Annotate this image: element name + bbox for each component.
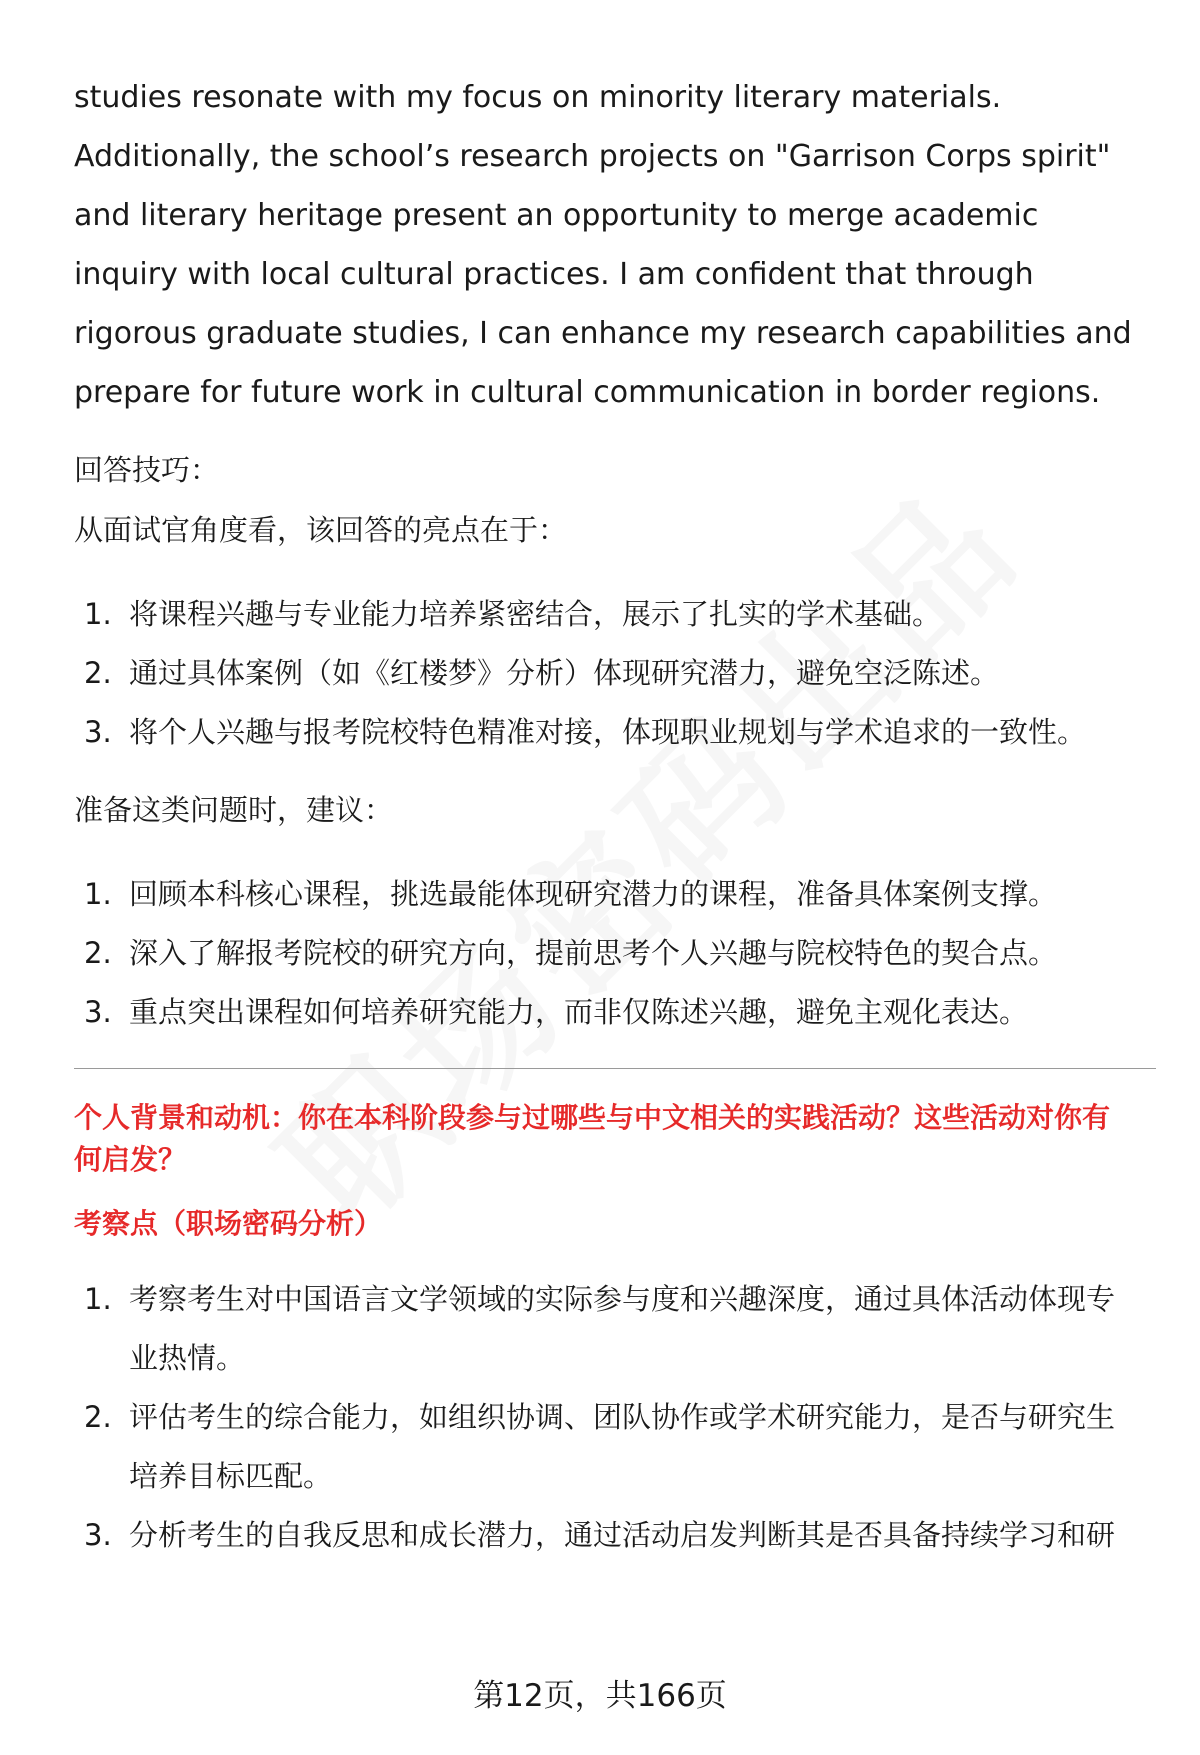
list-item <box>74 865 1134 924</box>
list-text: 将个人兴趣与报考院校特色精准对接，体现职业规划与学术追求的一致性。 <box>129 715 1087 749</box>
list-text: 分析考生的自我反思和成长潜力，通过活动启发判断其是否具备持续学习和研 <box>129 1518 1116 1552</box>
page-content <box>74 68 1134 1565</box>
list-item <box>74 1270 1134 1388</box>
list-item <box>74 703 1134 762</box>
list-item <box>74 1506 1134 1565</box>
list-number: 3. <box>84 995 112 1029</box>
list-item <box>74 924 1134 983</box>
prep-intro: 准备这类问题时，建议： <box>74 793 394 827</box>
tips-label: 回答技巧： <box>74 453 220 487</box>
prep-tips-list <box>74 865 1134 1042</box>
list-number: 2. <box>84 1400 112 1434</box>
list-number: 3. <box>84 1518 112 1552</box>
section-divider <box>74 1068 1156 1069</box>
list-item <box>74 644 1134 703</box>
list-number: 1. <box>84 877 112 911</box>
highlights-list <box>74 585 1134 762</box>
list-item <box>74 983 1134 1042</box>
list-text: 深入了解报考院校的研究方向，提前思考个人兴趣与院校特色的契合点。 <box>129 936 1058 970</box>
analysis-list <box>74 1270 1134 1565</box>
list-number: 3. <box>84 715 112 749</box>
intro-paragraph: studies resonate with my focus on minority literary materials. Additionally, the school’s research projects on "Garrison Corps spirit" and literary heritage present an opportunity to merge academic inquiry with local cultural practices. I am confident that through rigorous graduate studies, I can enhance my research capabilities and prepare for future work in cultural communication in border regions. <box>74 80 1132 410</box>
question-heading: 个人背景和动机：你在本科阶段参与过哪些与中文相关的实践活动？这些活动对你有何启发？ <box>74 1101 1111 1176</box>
list-text: 考察考生对中国语言文学领域的实际参与度和兴趣深度，通过具体活动体现专业热情。 <box>129 1282 1116 1375</box>
list-text: 回顾本科核心课程，挑选最能体现研究潜力的课程，准备具体案例支撑。 <box>129 877 1058 911</box>
list-text: 评估考生的综合能力，如组织协调、团队协作或学术研究能力，是否与研究生培养目标匹配。 <box>129 1400 1116 1493</box>
analysis-heading: 考察点（职场密码分析） <box>74 1207 383 1240</box>
list-text: 通过具体案例（如《红楼梦》分析）体现研究潜力，避免空泛陈述。 <box>129 656 1000 690</box>
list-number: 1. <box>84 1282 112 1316</box>
list-text: 重点突出课程如何培养研究能力，而非仅陈述兴趣，避免主观化表达。 <box>129 995 1029 1029</box>
list-item <box>74 1388 1134 1506</box>
page-number: 第12页，共166页 <box>473 1678 727 1714</box>
list-text: 将课程兴趣与专业能力培养紧密结合，展示了扎实的学术基础。 <box>129 597 942 631</box>
list-number: 2. <box>84 936 112 970</box>
highlights-intro: 从面试官角度看，该回答的亮点在于： <box>74 513 568 547</box>
list-number: 1. <box>84 597 112 631</box>
list-item <box>74 585 1134 644</box>
list-number: 2. <box>84 656 112 690</box>
